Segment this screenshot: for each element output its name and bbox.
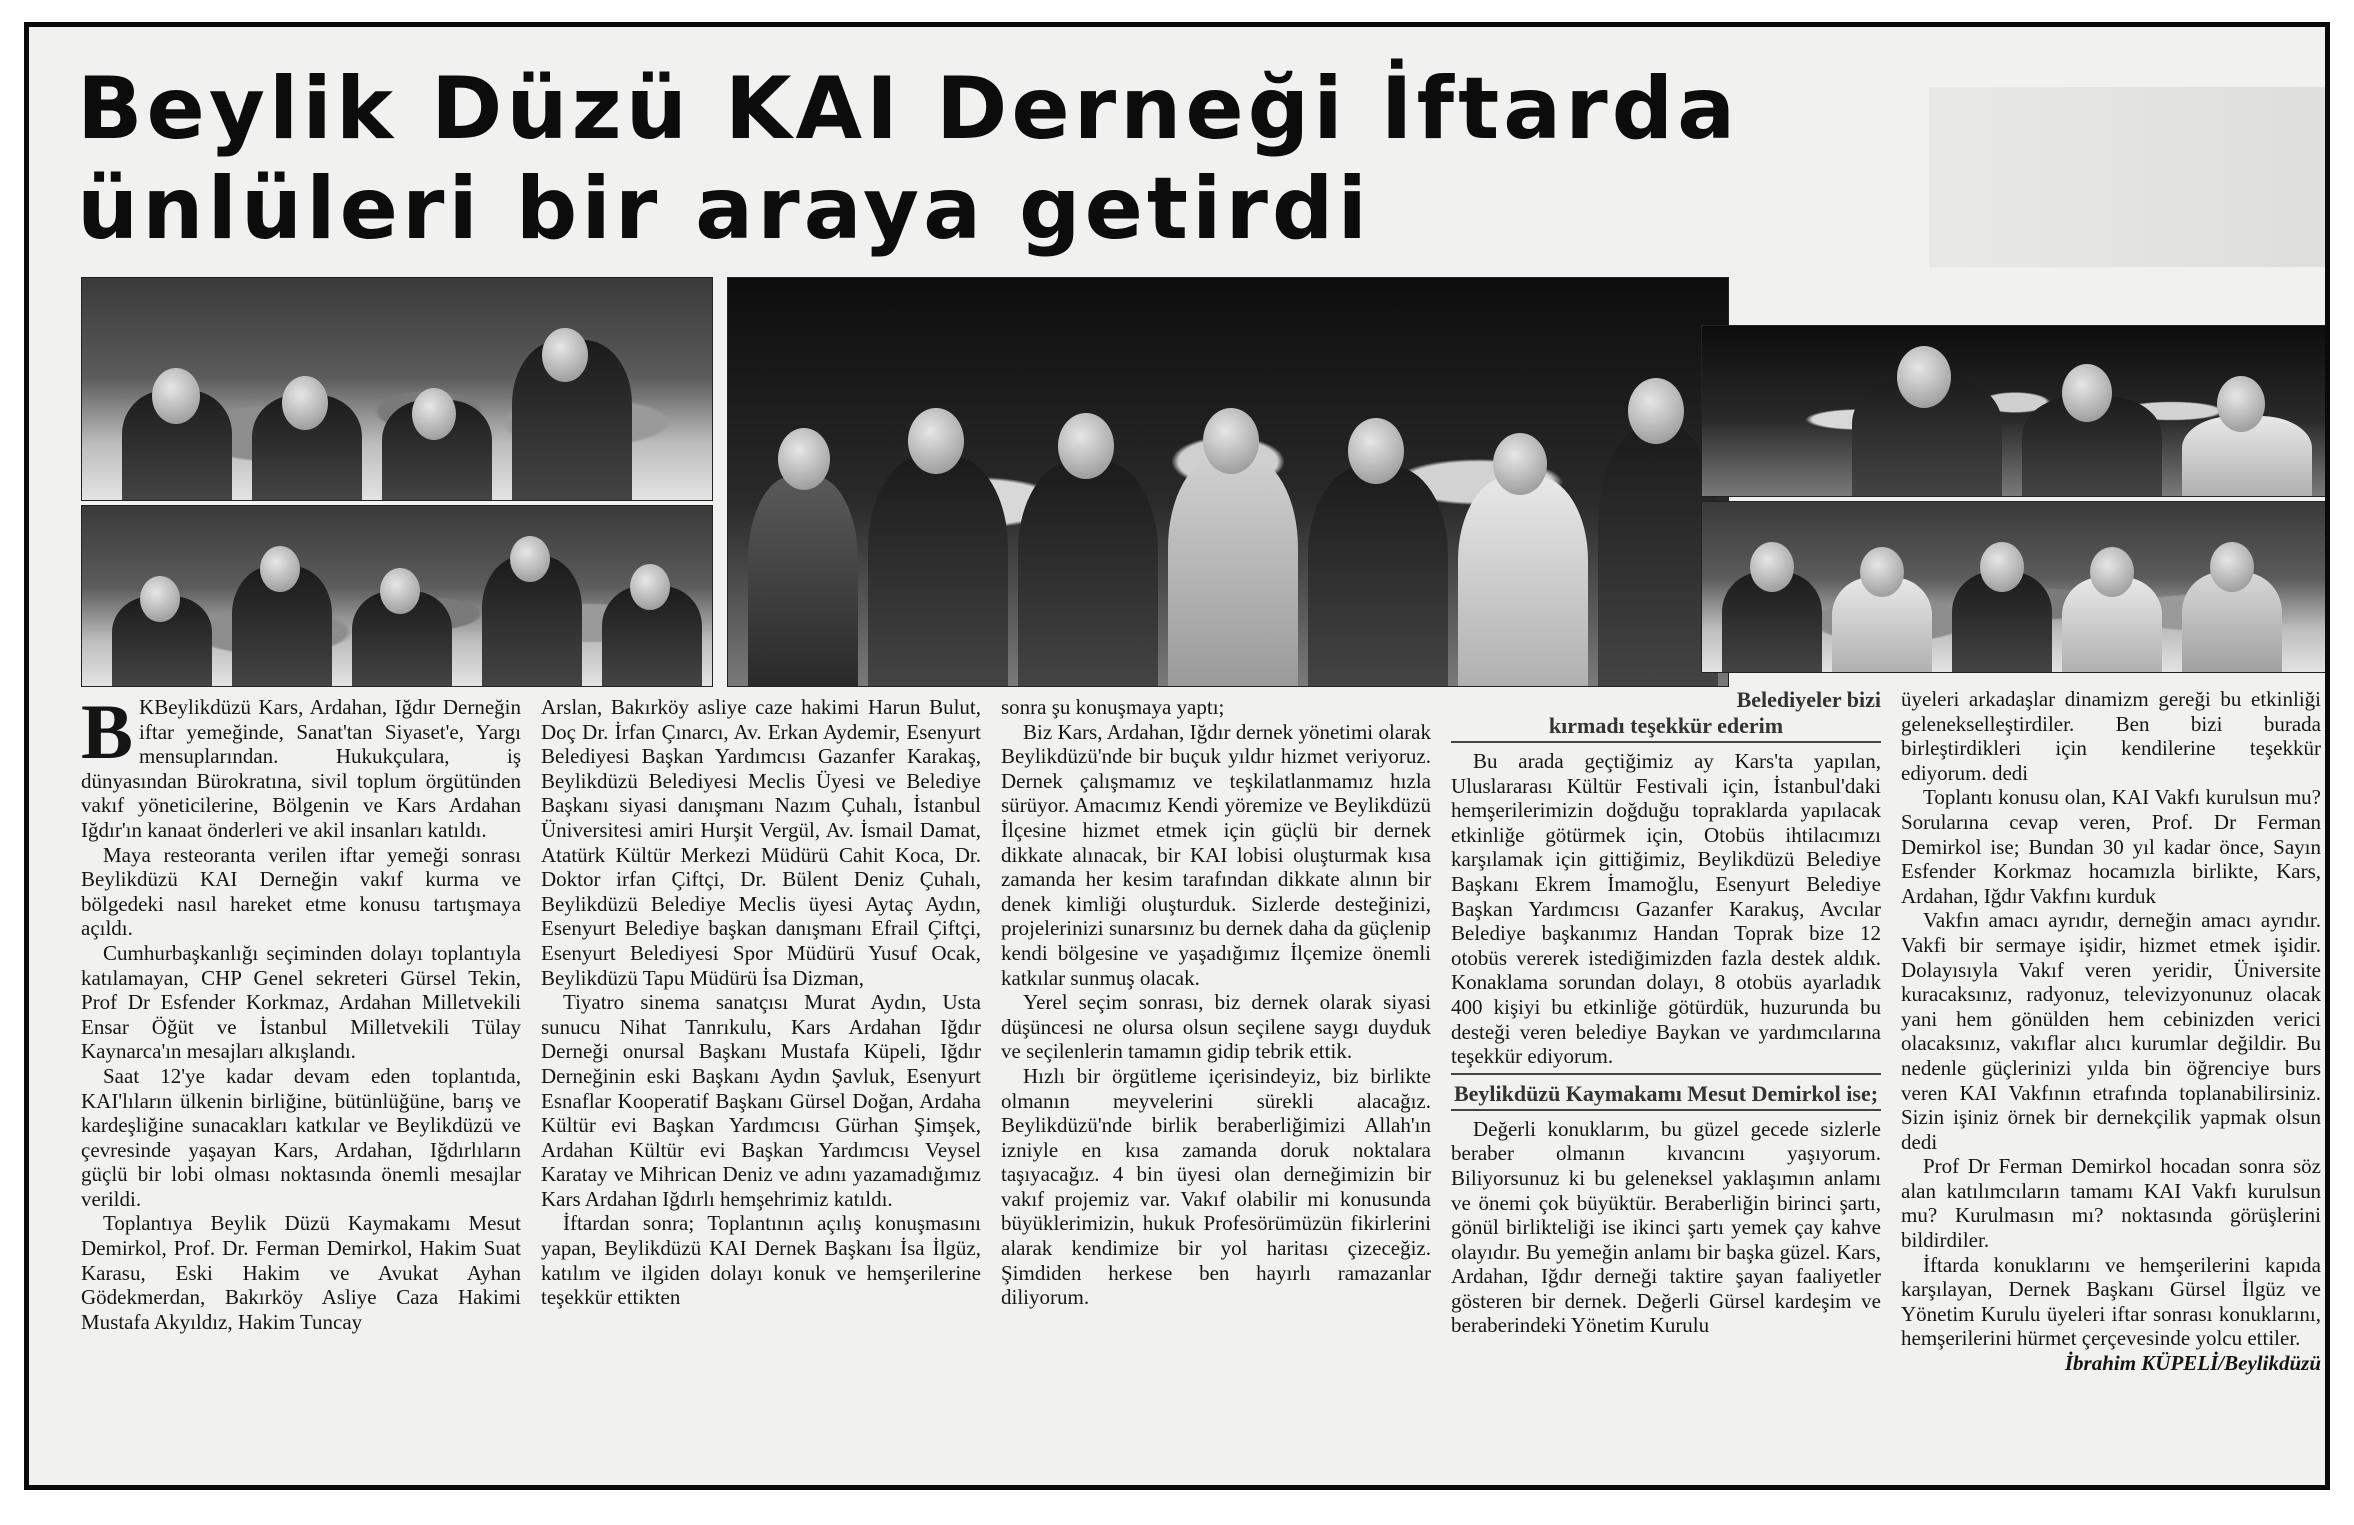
newspaper-clipping: [24, 22, 2330, 1490]
paragraph: Toplantıya Beylik Düzü Kaymakamı Mesut Demirkol, Prof. Dr. Ferman Demirkol, Hakim Suat Karasu, Eski Hakim ve Avukat Ayhan Gödekmerdan, Bakırköy Asliye Caza Hakimi Mustafa Akyıldız, Hakim Tuncay: [81, 1211, 521, 1334]
bleed-through-background: [1929, 87, 2329, 267]
divider: [1451, 1109, 1881, 1111]
divider: [1451, 1073, 1881, 1075]
article-column-1: [81, 688, 521, 1334]
subheading: kırmadı teşekkür ederim: [1548, 713, 1784, 738]
paragraph: sonra şu konuşmaya yaptı;: [1001, 695, 1225, 719]
paragraph: Maya resteoranta verilen iftar yemeği sonrası Beylikdüzü KAI Derneğin vakıf kurma ve bölgedeki nasıl hareket etme konusu tartışmaya açıldı.: [81, 842, 521, 941]
paragraph: Tiyatro sinema sanatçısı Murat Aydın, Usta sunucu Nihat Tanrıkulu, Kars Ardahan Iğdır Derneği onursal Başkanı Mustafa Küpeli, Iğdır Derneğinin eski Başkanı Aydın Şavluk, Esenyurt Esnaflar Kooperatif Başkanı Gürsel Doğan, Ardaha Kültür evi Başkan Yardımcısı Gürhan Şimşek, Ardahan Kültür evi Başkan Yardımcısı Veysel Karatay ve Mihrican Deniz ve adını yazamadığımız Kars Ardahan Iğdırlı hemşehrimiz katıldı.: [541, 990, 981, 1211]
paragraph: Cumhurbaşkanlığı seçiminden dolayı toplantıyla katılamayan, CHP Genel sekreteri Gürsel Tekin, Prof Dr Esfender Korkmaz, Ardahan Milletvekili Ensar Öğüt ve İstanbul Milletvekili Tülay Kaynarca'ın mesajları alkışlandı.: [81, 940, 521, 1064]
headline-line-2: ünlüleri bir araya getirdi: [77, 159, 1371, 259]
photo-guests-table-bottom-left: [81, 505, 713, 687]
paragraph: Bu arada geçtiğimiz ay Kars'ta yapılan, Uluslararası Kültür Festivali için, İstanbul'daki hemşerilerimizin doğduğu topraklarda yapılacak etkinliğe götürmek için, Otobüs ihtilacımızı karşılamak için gittiğimiz, Beylikdüzü Belediye Başkanı Ekrem İmamoğlu, Esenyurt Belediye Başkan Yardımcısı Gazanfer Karakuş, Avcılar Belediye başkanımız Handan Toprak bize 12 otobüs vererek istediğimizden fazla destek aldık. Konaklama sorundan dolayı, 8 otobüs ayarladık 400 kişiyi bu etkinliğe götürdük, huzurunda bu desteği veren belediye Baykan ve yardımcılarına teşekkür ediyorum.: [1451, 749, 1881, 1069]
byline: İbrahim KÜPELİ/Beylikdüzü: [2064, 1351, 2321, 1376]
paragraph: Yerel seçim sonrası, biz dernek olarak siyasi düşüncesi ne olursa olsun seçilene saygı duyduk ve seçilenlerin tamamın gidip tebrik ettik.: [1001, 990, 1431, 1064]
paragraph: Prof Dr Ferman Demirkol hocadan sonra söz alan katılımcıların tamamı KAI Vakfı kurulsun mu? Kurulmasın mı? noktasında görüşlerini bildirdiler.: [1901, 1154, 2321, 1253]
paragraph: Değerli konuklarım, bu güzel gecede sizlerle beraber olmanın kıvancını yaşıyorum. Biliyorsunuz ki bu geleneksel yaklaşımın anlamı ve önemi çok büyüktür. Beraberliğin birinci şartı, gönül birlikteliği ise ikinci şartı yemek çay kahve olayıdır. Bu yemeğin anlamı bir başka güzel. Kars, Ardahan, Iğdır derneği taktire şayan faaliyetler gösteren bir dernek. Değerli Gürsel kardeşim ve beraberindeki Yönetim Kurulu: [1451, 1116, 1881, 1338]
paragraph: KBeylikdüzü Kars, Ardahan, Iğdır Derneğin iftar yemeğinde, Sanat'tan Siyaset'e, Yargı mensuplarından. Hukukçulara, iş dünyasından Bürokratına, sivil toplum örgütünden vakıf yöneticilerine, Bölgenin ve Kars Ardahan Iğdır'ın kanaat önderleri ve akil insanları katıldı.: [81, 695, 521, 842]
divider: [1451, 741, 1881, 743]
paragraph: Biz Kars, Ardahan, Iğdır dernek yönetimi olarak Beylikdüzü'nde bir buçuk yıldır hizmet veriyoruz. Dernek çalışmamız ve teşkilatlanmamız hızla sürüyor. Amacımız Kendi yöremize ve Beylikdüzü İlçesine hizmet etmek için güçlü bir dernek dikkate alınacak, bir KAI lobisi oluşturmak kısa zamanda her kesim tarafından dikkate alının bir denek kimliği oluşturduk. Sizlerde desteğinizi, projelerinizi sunarsınız bu dernek daha da güçlenip kendi bölgesine ve yaşadığımız İlçemize önemli katkılar sunmuş olacak.: [1001, 719, 1431, 990]
article-column-4: [1451, 687, 1881, 1338]
paragraph: İftardan sonra; Toplantının açılış konuşmasını yapan, Beylikdüzü KAI Dernek Başkanı İsa İlgüz, katılım ve ilgiden dolayı konuk ve hemşerilerine teşekkür ettikten: [541, 1211, 981, 1310]
photo-guests-table-top-left: [81, 277, 713, 501]
paragraph: Arslan, Bakırköy asliye caze hakimi Harun Bulut, Doç Dr. İrfan Çınarcı, Av. Erkan Aydemir, Esenyurt Belediyesi Başkan Yardımcısı Gazanfer Karakaş, Beylikdüzü Belediyesi Meclis Üyesi ve Belediye Başkanı siyasi danışmanı Nazım Çuhalı, İstanbul Üniversitesi amiri Hurşit Vergül, Av. İsmail Damat, Atatürk Kültür Merkezi Müdürü Cahit Koca, Dr. Doktor irfan Çiftçi, Dr. Bülent Deniz Çuhalı, Beylikdüzü Belediye Meclis üyesi Aytaç Aydın, Esenyurt Belediye başkan danışmanı Efrail Çiftçi, Esenyurt Belediyesi Spor Müdürü Yusuf Ocak, Beylikdüzü Tapu Müdürü İsa Dizman,: [541, 695, 981, 990]
drop-cap: B: [81, 688, 134, 775]
photo-guests-table-bottom-right: [1701, 501, 2329, 673]
paragraph: Hızlı bir örgütleme içerisindeyiz, biz birlikte olmanın meyvelerini sürekli alacağız. Beylikdüzü'nde birlik beraberliğimizi Allah'ın izniyle en kısa zamanda doruk noktalara taşıyacağız. 4 bin üyesi olan derneğimizin bir vakıf projemiz var. Vakıf olabilir mi konusunda büyüklerimizin, hukuk Profesörümüzün fikirlerini alarak kendimize bir yol haritası çizeceğiz. Şimdiden herkese ben hayırlı ramazanlar diliyorum.: [1001, 1063, 1431, 1310]
article-column-2: [541, 695, 981, 1310]
paragraph: İftarda konuklarını ve hemşerilerini kapıda karşılayan, Dernek Başkanı Gürsel İlgüz ve Yönetim Kurulu üyeleri iftar sonrası konuklarını, hemşerilerini hürmet çerçevesinde yolcu ettiler.: [1901, 1252, 2321, 1351]
article-column-3: [1001, 695, 1431, 1310]
paragraph: Toplantı konusu olan, KAI Vakfı kurulsun mu? Sorularına cevap veren, Prof. Dr Ferman Demirkol ise; Bundan 30 yıl kadar önce, Sayın Esfender Korkmaz hocamızla birlikte, Kars, Ardahan, Iğdır Vakfını kurduk: [1901, 785, 2321, 908]
headline-line-1: Beylik Düzü KAI Derneği İftarda: [77, 59, 1740, 159]
subheading: Belediyeler bizi: [1736, 687, 1881, 712]
headline: [77, 59, 1957, 259]
paragraph: Vakfın amacı ayrıdır, derneğin amacı ayrıdır. Vakfi bir sermaye işidir, hizmet etmek işidir. Dolayısıyla Vakıf veren yeridir, Üniversite kuracaksınız, radyonuz, televizyonunuz olacak yani hem gönülden hem cebinizden verici olacaksınız, vakıflar alıcı kurumlar değildir. Bu nedenle güçlerinizi yılda bin öğrenciye burs veren KAI Vakfının etrafında toplanabilirsiniz. Sizin işiniz örnek bir dernekçilik yapmak olsun dedi: [1901, 908, 2321, 1154]
photo-speaker-top-right: [1701, 325, 2329, 497]
subheading: Beylikdüzü Kaymakamı Mesut Demirkol ise;: [1453, 1080, 1879, 1106]
photo-group-center: [727, 277, 1729, 687]
paragraph: Saat 12'ye kadar devam eden toplantıda, KAI'lıların ülkenin birliğine, bütünlüğüne, barış ve kardeşliğine sunacakları katkılar ve Beylikdüzü ve çevresinde yaşayan Kars, Ardahan, Iğdırlıların güçlü bir lobi olması noktasında önemli mesajlar verildi.: [81, 1063, 521, 1211]
paragraph: üyeleri arkadaşlar dinamizm gereği bu etkinliği gelenekselleştirdiler. Ben bizi burada birleştirdikleri için kendilerine teşekkür ediyorum. dedi: [1901, 687, 2321, 785]
article-column-5: [1901, 687, 2321, 1376]
